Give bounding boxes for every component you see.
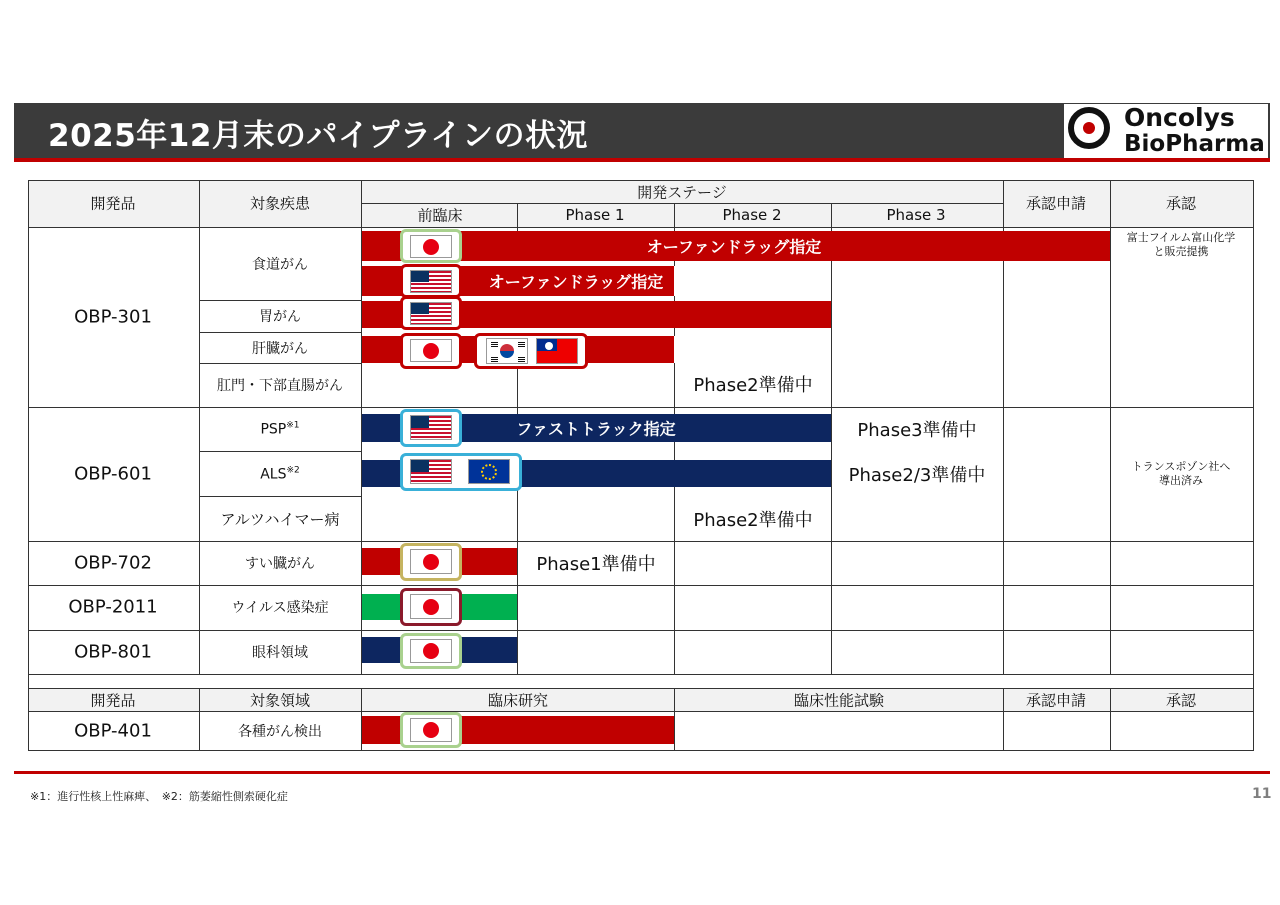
table2-header-approval: 承認 (1165, 691, 1197, 710)
header-product: 開発品 (90, 194, 136, 213)
status-obp601-als: Phase2/3準備中 (848, 465, 986, 486)
disease-liver: 肝臓がん (252, 341, 308, 357)
table-grid-line (28, 674, 29, 751)
japan-flag-icon (410, 235, 452, 258)
us-flag-icon (410, 302, 452, 325)
header-phase1: Phase 1 (565, 206, 625, 224)
header-phase3: Phase 3 (886, 206, 946, 224)
area-cancer-detection: 各種がん検出 (238, 724, 322, 740)
header-approval: 承認 (1165, 194, 1197, 213)
page-title: 2025年12月末のパイプラインの状況 (48, 118, 589, 154)
table-grid-line (1003, 688, 1004, 750)
header-underline (14, 158, 1270, 162)
table-grid-line (674, 261, 675, 266)
japan-flag-icon (410, 339, 452, 362)
table-grid-line (674, 688, 675, 750)
us-flag-icon (410, 459, 452, 484)
product-obp702: OBP-702 (74, 552, 152, 574)
product-obp301: OBP-301 (74, 306, 152, 328)
table2-header-filing: 承認申請 (1025, 691, 1087, 710)
table-grid-line (28, 407, 1254, 408)
header-stage: 開発ステージ (637, 183, 727, 202)
approval-note-obp601: トランスポゾン社へ 導出済み (1131, 460, 1231, 487)
table-grid-line (1110, 688, 1111, 750)
table-grid-line (674, 296, 675, 301)
disease-viral: ウイルス感染症 (231, 600, 329, 616)
table-grid-line (28, 630, 1254, 631)
table-grid-line (199, 363, 362, 364)
korea-flag-icon (486, 338, 528, 364)
logo-text-biopharma: BioPharma (1124, 131, 1265, 157)
table-grid-line (1110, 180, 1111, 674)
disease-esophageal: 食道がん (252, 257, 308, 273)
table2-header-clinical: 臨床研究 (487, 691, 549, 710)
footnote-mark-2: ※2 (286, 465, 300, 476)
table-grid-line (199, 688, 200, 750)
product-obp601: OBP-601 (74, 463, 152, 485)
orphan-drug-us-label: オーファンドラッグ指定 (488, 272, 664, 292)
disease-pancreatic: すい臓がん (245, 556, 315, 572)
logo-text-oncolys: Oncolys (1124, 103, 1235, 132)
footnote: ※1：進行性核上性麻痺、 ※2：筋萎縮性側索硬化症 (30, 790, 288, 803)
japan-flag-icon (410, 718, 452, 742)
table-grid-line (517, 203, 518, 231)
table-grid-line (28, 585, 1254, 586)
disease-ophthalmic: 眼科領域 (252, 645, 308, 661)
product-obp401: OBP-401 (74, 720, 152, 742)
table2-header-performance: 臨床性能試験 (793, 691, 885, 710)
approval-note-obp301: 富士フイルム富山化学 と販売提携 (1126, 231, 1236, 258)
table-grid-line (831, 203, 832, 231)
orphan-drug-label: オーファンドラッグ指定 (646, 237, 822, 257)
status-obp601-psp: Phase3準備中 (857, 420, 977, 441)
table-grid-line (28, 227, 1254, 228)
logo-dot-icon (1083, 122, 1095, 134)
us-flag-icon (410, 415, 452, 440)
status-obp301-anal: Phase2準備中 (693, 375, 813, 396)
footnote-mark-1: ※1 (286, 420, 300, 431)
disease-anal-rectal: 肛門・下部直腸がん (217, 378, 343, 394)
table-grid-line (199, 496, 362, 497)
table-grid-line (831, 261, 832, 674)
page-number: 11 (1252, 786, 1272, 802)
table-grid-line (361, 180, 362, 674)
header-phase2: Phase 2 (722, 206, 782, 224)
table-grid-line (28, 750, 1254, 751)
japan-flag-icon (410, 639, 452, 663)
disease-gastric: 胃がん (259, 309, 301, 325)
status-obp601-alz: Phase2準備中 (693, 510, 813, 531)
table-grid-line (1003, 261, 1004, 674)
table-grid-line (28, 711, 1254, 712)
status-obp702: Phase1準備中 (536, 554, 656, 575)
table-grid-line (28, 180, 29, 674)
us-flag-icon (410, 270, 452, 293)
table-grid-line (199, 451, 362, 452)
product-obp801: OBP-801 (74, 641, 152, 663)
table-grid-line (674, 328, 675, 336)
product-obp2011: OBP-2011 (68, 596, 158, 618)
table-grid-line (199, 180, 200, 674)
eu-flag-icon (468, 459, 510, 484)
table-grid-line (361, 688, 362, 750)
table2-header-area: 対象領域 (249, 691, 311, 710)
table-grid-line (674, 442, 675, 460)
fast-track-label: ファストトラック指定 (516, 419, 676, 439)
disease-psp: PSP$^{※1}$ (260, 420, 300, 438)
table-grid-line (199, 300, 362, 301)
header-preclinical: 前臨床 (417, 206, 463, 225)
footer-line (14, 771, 1270, 774)
table-grid-line (28, 674, 1254, 675)
table-grid-line (1003, 180, 1004, 231)
table-grid-line (674, 363, 675, 414)
taiwan-flag-icon (536, 338, 578, 364)
disease-als: ALS$^{※2}$ (260, 465, 300, 483)
table-grid-line (517, 487, 518, 674)
disease-alzheimer: アルツハイマー病 (220, 510, 340, 529)
table-grid-line (1253, 180, 1254, 674)
table-grid-line (1253, 674, 1254, 751)
table2-header-product: 開発品 (90, 691, 136, 710)
table-grid-line (674, 203, 675, 231)
japan-flag-icon (410, 549, 452, 574)
header-disease: 対象疾患 (249, 194, 311, 213)
table-grid-line (517, 363, 518, 414)
header-filing: 承認申請 (1025, 194, 1087, 213)
table-grid-line (28, 541, 1254, 542)
japan-flag-icon (410, 594, 452, 619)
table-grid-line (674, 487, 675, 674)
table-grid-line (199, 332, 362, 333)
